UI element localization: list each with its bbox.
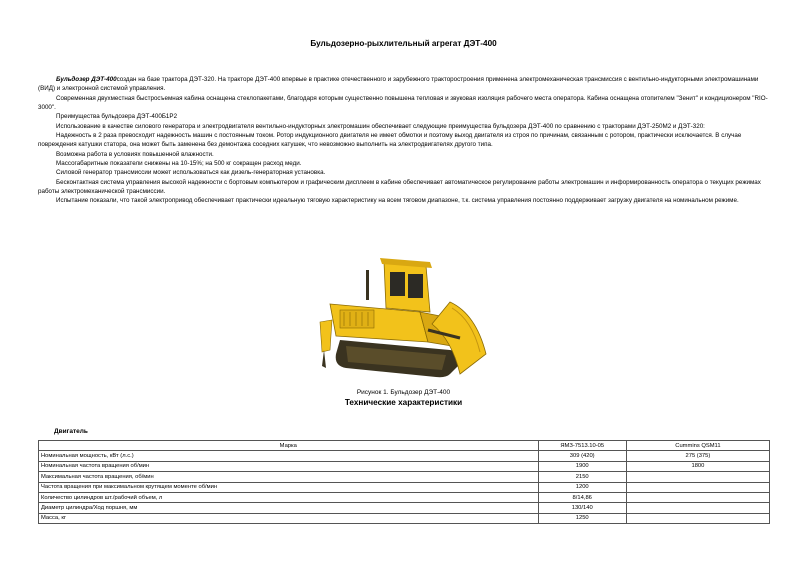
table-cell: Масса, кг	[39, 513, 539, 523]
table-cell: Максимальная частота вращения, об/мин	[39, 472, 539, 482]
table-row	[39, 492, 770, 502]
table-cell	[626, 503, 769, 513]
table-row	[39, 451, 770, 461]
specs-table	[38, 440, 770, 524]
table-cell: 275 (375)	[626, 451, 769, 461]
body-text	[38, 75, 772, 206]
table-cell: 2150	[538, 472, 626, 482]
header-cell: Cummins QSM11	[626, 441, 769, 451]
table-cell: Диаметр цилиндра/Ход поршня, мм	[39, 503, 539, 513]
paragraph: Испытание показали, что такой электропривод обеспечивает практически идеальную тяговую характеристику на всем тяговом диапазоне, т.к. система управления постоянно поддерживает загрузку двигателя на номинальном режиме.	[56, 197, 739, 205]
intro-paragraph	[38, 75, 772, 94]
table-row	[39, 513, 770, 523]
table-cell	[626, 492, 769, 502]
specs-title: Технические характеристики	[344, 398, 463, 407]
intro-bold: Бульдозер ДЭТ-400	[56, 76, 117, 83]
intro-rest: создан на базе трактора ДЭТ-320. На тракторе ДЭТ-400 впервые в практике отечественного и зарубежного тракторостроения применена электромеханическая трансмиссия с вентильно-индукторными электромашинами (ВИД) и электронной системой управления.	[38, 76, 759, 93]
bulldozer-image	[300, 242, 510, 384]
paragraph: Силовой генератор трансмиссии может использоваться как дизель-генераторная установка.	[56, 169, 326, 177]
document-title: Бульдозерно-рыхлительный агрегат ДЭТ-400	[310, 39, 497, 48]
paragraph: Преимущества бульдозера ДЭТ-400Б1Р2	[56, 113, 178, 121]
table-cell: 130/140	[538, 503, 626, 513]
table-row	[39, 503, 770, 513]
section-title: Двигатель	[54, 428, 88, 435]
table-cell	[626, 513, 769, 523]
header-cell: ЯМЗ-7513.10-05	[538, 441, 626, 451]
table-cell: 309 (420)	[538, 451, 626, 461]
table-cell: Количество цилиндров шт./рабочий объем, л	[39, 492, 539, 502]
paragraph: Использование в качестве силового генератора и электродвигателя вентильно-индукторных электромашин обеспечивает следующие преимущества бульдозера ДЭТ-400 по сравнению с тракторами ДЭТ-250М2 и ДЭТ-320:	[56, 122, 705, 130]
paragraph: Возможна работа в условиях повышенной влажности.	[56, 150, 214, 158]
paragraph: Современная двухместная быстросъемная кабина оснащена стеклопакетами, благодаря которым существенно повышена тепловая и звуковая изоляция рабочего места оператора. Кабина оснащена отопителем "Зенит" и кондиционером "RIO-3000".	[38, 94, 768, 112]
table-cell: 8/14,86	[538, 492, 626, 502]
table-row	[39, 461, 770, 471]
paragraph: Массогабаритные показатели снижены на 10-15%; на 500 кг сокращен расход меди.	[56, 160, 302, 168]
table-row	[39, 472, 770, 482]
table-cell: 1200	[538, 482, 626, 492]
table-row	[39, 482, 770, 492]
table-cell: Номинальная мощность, кВт (л.с.)	[39, 451, 539, 461]
table-cell	[626, 472, 769, 482]
table-cell: 1900	[538, 461, 626, 471]
header-cell: Марка	[39, 441, 539, 451]
table-header-row	[39, 441, 770, 451]
table-cell: 1250	[538, 513, 626, 523]
paragraph: Бесконтактная система управления высокой надежности с бортовым компьютером и графическим дисплеем в кабине обеспечивает автоматическое регулирование работы электромашин и информированность оператора о текущих режимах работы электромеханической трансмиссии.	[38, 178, 761, 196]
table-cell: Номинальная частота вращения об/мин	[39, 461, 539, 471]
table-cell	[626, 482, 769, 492]
figure-caption: Рисунок 1. Бульдозер ДЭТ-400	[356, 389, 451, 396]
paragraph: Надежность в 2 раза превосходит надежность машин с постоянным током. Ротор индукционного двигателя не имеет обмотки и поэтому выход двигателя из строя по причинам, связанным с ротором, практически исключается. В случае повреждения катушки статора, она может быть заменена без демонтажа соседних катушек, что невозможно выполнить на электродвигателях другого типа.	[38, 132, 742, 149]
table-cell: Частота вращения при максимальном крутящем моменте об/мин	[39, 482, 539, 492]
table-cell: 1800	[626, 461, 769, 471]
